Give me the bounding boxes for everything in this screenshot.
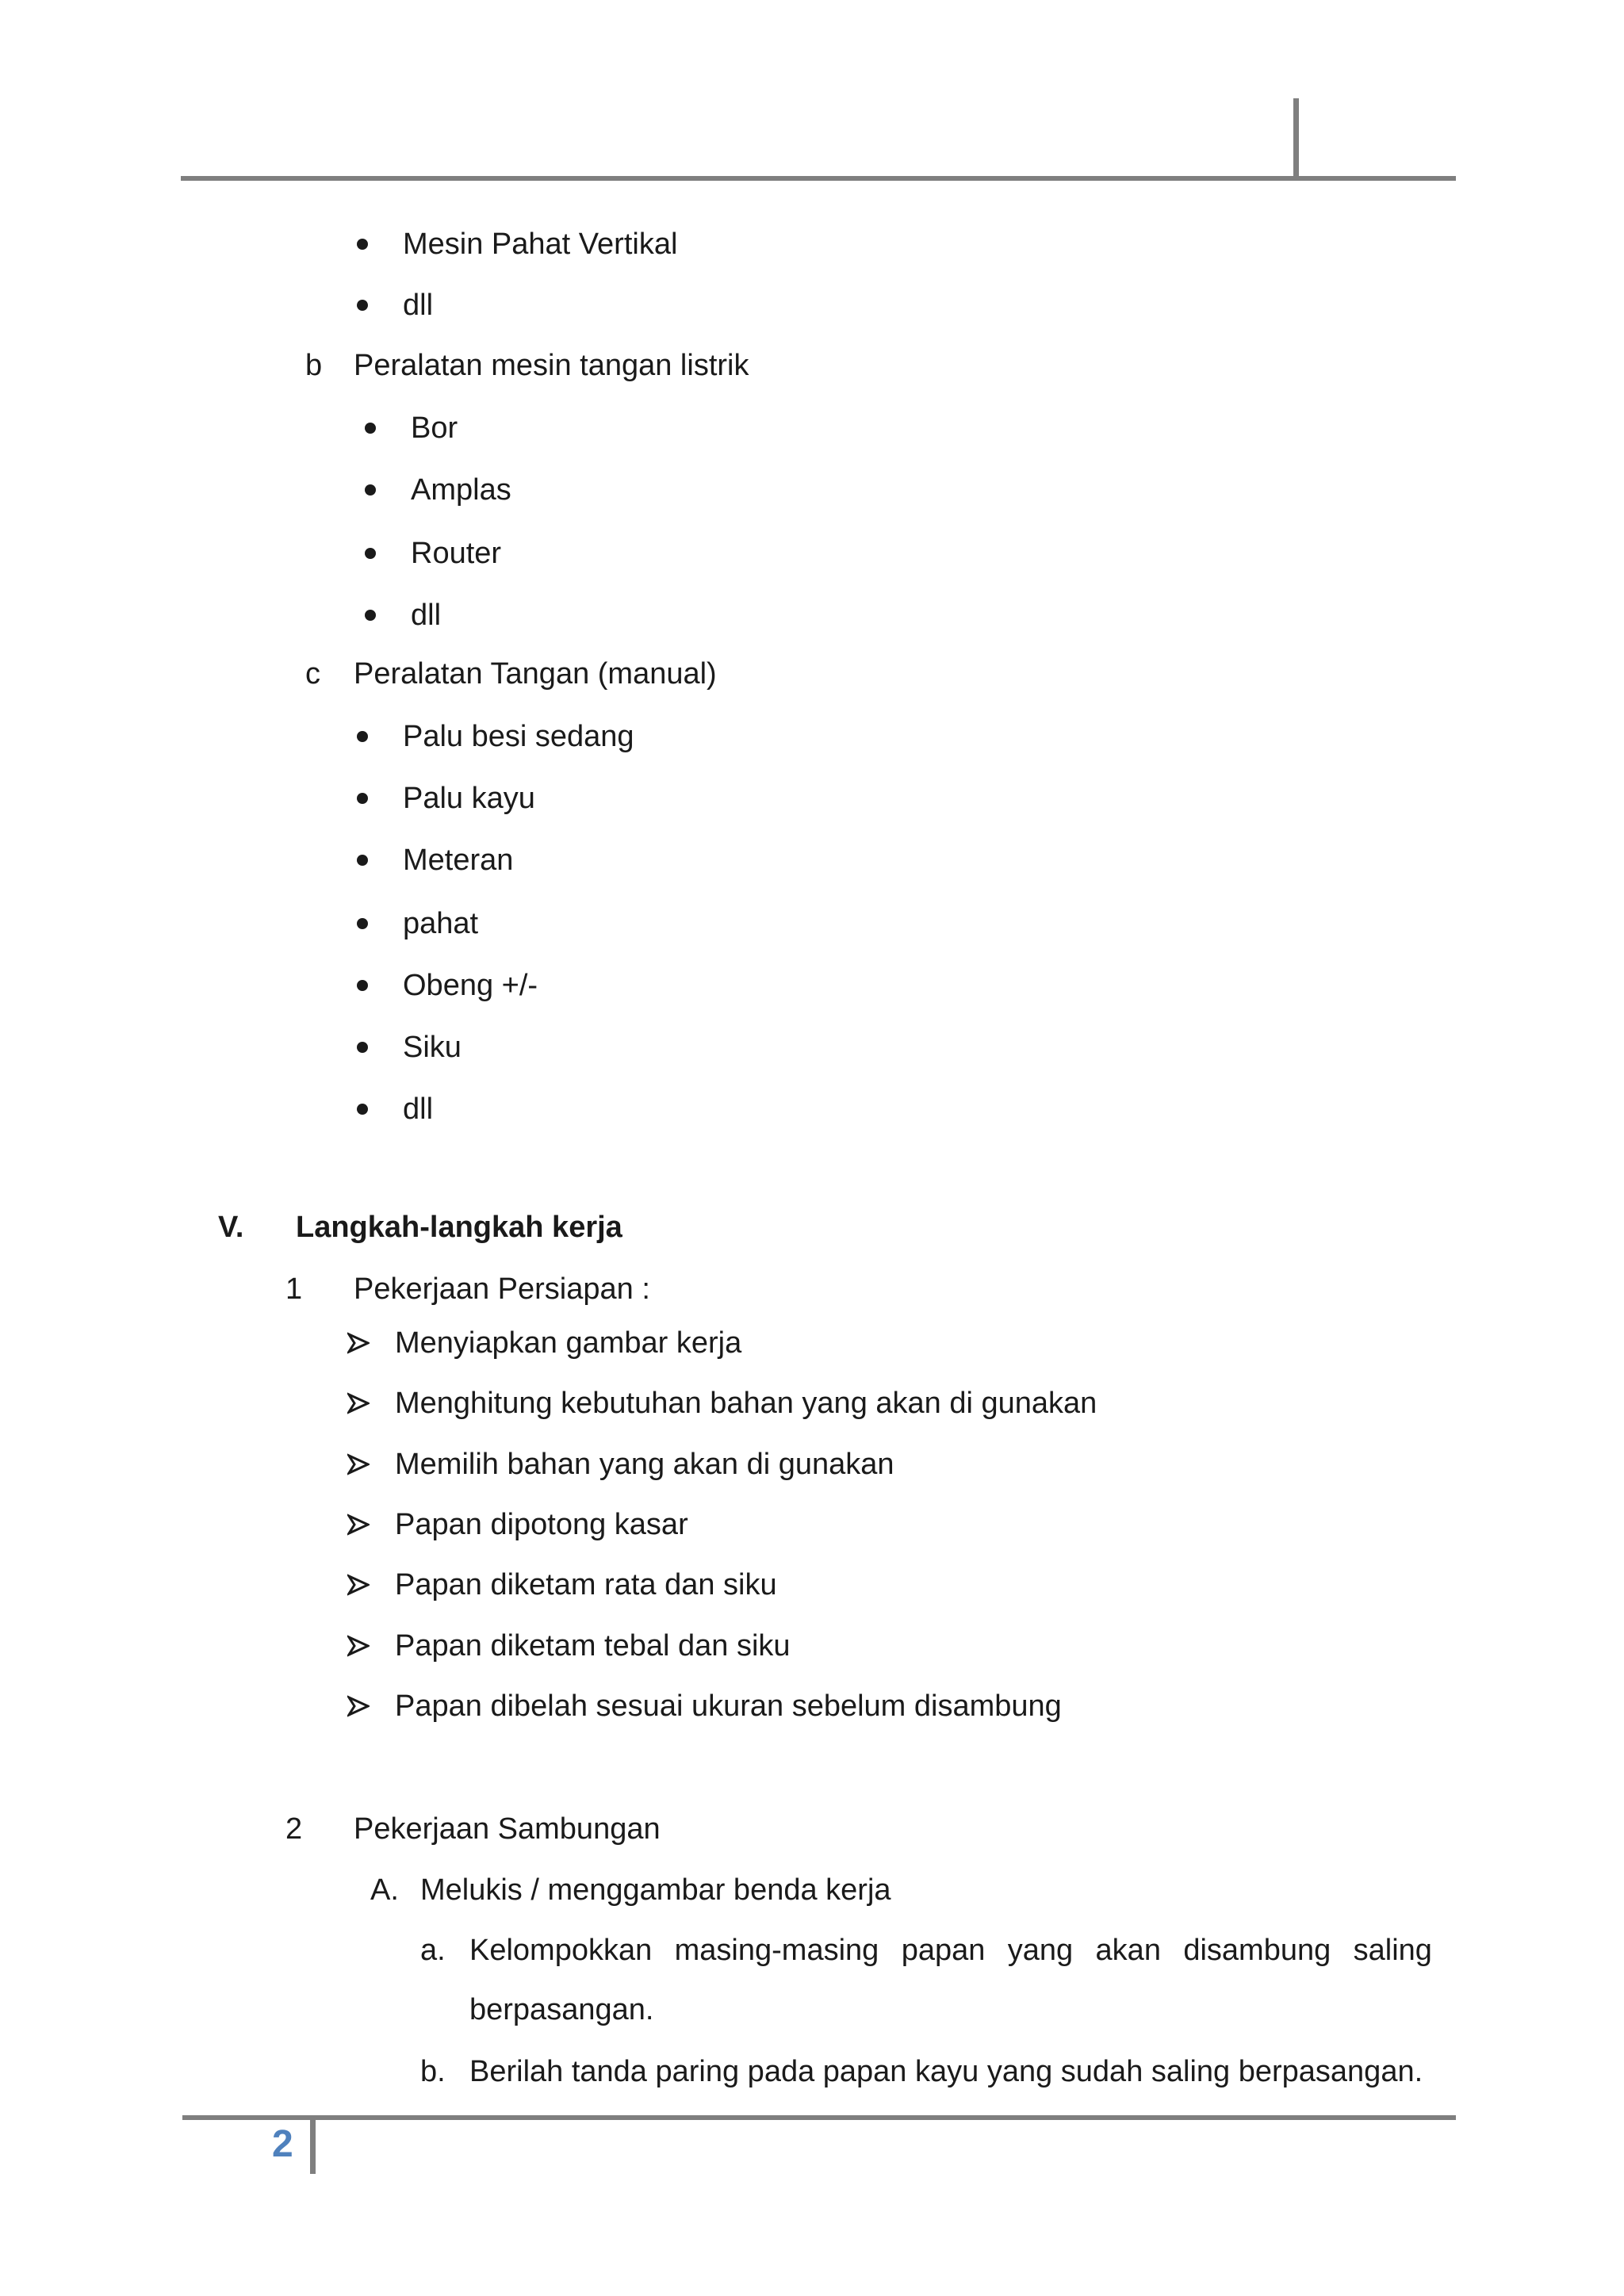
tool-group-title: Peralatan mesin tangan listrik [354,349,749,382]
arrow-bullet-icon [347,1513,370,1536]
bullet-icon [357,239,368,250]
list-item: Papan dibelah sesuai ukuran sebelum disambung [395,1689,1062,1723]
bullet-icon [357,300,368,311]
list-item: Memilih bahan yang akan di gunakan [395,1448,894,1481]
step-title: Pekerjaan Sambungan [354,1812,661,1846]
bullet-icon [357,1104,368,1115]
list-item: dll [403,289,434,322]
word: saling [1353,1934,1432,1967]
paragraph-text: Berilah tanda paring pada papan kayu yang sudah saling berpasangan. [469,2055,1423,2088]
list-item: dll [411,599,442,632]
list-item: Obeng +/- [403,969,538,1002]
arrow-bullet-icon [347,1392,370,1414]
item-marker: a. [420,1934,446,1967]
bullet-icon [357,918,368,929]
list-item: Amplas [411,473,511,507]
bullet-icon [357,731,368,742]
word: yang [1007,1934,1074,1967]
list-item: pahat [403,907,479,940]
header-rule [181,176,1456,181]
arrow-bullet-icon [347,1635,370,1657]
bullet-icon [357,855,368,866]
item-marker: b. [420,2055,446,2088]
bullet-icon [365,610,376,621]
page-number: 2 [272,2123,293,2165]
step-number: 1 [285,1272,303,1306]
sub-title: Melukis / menggambar benda kerja [420,1873,891,1907]
bullet-icon [357,793,368,804]
bullet-icon [357,980,368,991]
list-item: Papan dipotong kasar [395,1508,688,1541]
bullet-icon [365,423,376,434]
section-number: V. [218,1211,244,1244]
arrow-bullet-icon [347,1453,370,1475]
list-item: Papan diketam rata dan siku [395,1568,777,1601]
list-item: Meteran [403,844,514,877]
list-item: Palu besi sedang [403,720,634,753]
word: akan [1095,1934,1161,1967]
list-item: Mesin Pahat Vertikal [403,228,678,261]
list-item: Router [411,537,502,570]
list-marker: b [305,349,323,382]
arrow-bullet-icon [347,1574,370,1596]
word: disambung [1183,1934,1331,1967]
footer-rule [182,2115,1456,2120]
tool-group-title: Peralatan Tangan (manual) [354,657,717,691]
list-item: dll [403,1093,434,1126]
footer-vertical-rule [310,2118,316,2174]
bullet-icon [357,1042,368,1053]
sub-marker: A. [370,1873,399,1907]
word: papan [901,1934,986,1967]
word: Kelompokkan [469,1934,653,1967]
bullet-icon [365,548,376,559]
arrow-bullet-icon [347,1695,370,1717]
arrow-bullet-icon [347,1332,370,1354]
list-item: Menghitung kebutuhan bahan yang akan di gunakan [395,1387,1097,1420]
list-item: Papan diketam tebal dan siku [395,1629,791,1663]
paragraph-continuation: berpasangan. [469,1993,654,2026]
list-marker: c [305,657,320,691]
section-title: Langkah-langkah kerja [296,1211,622,1244]
list-item: Bor [411,411,458,445]
list-item: Siku [403,1031,462,1064]
step-title: Pekerjaan Persiapan : [354,1272,650,1306]
word: masing-masing [674,1934,879,1967]
list-item: Palu kayu [403,782,535,815]
bullet-icon [365,484,376,496]
list-item: Menyiapkan gambar kerja [395,1326,742,1360]
justified-paragraph-line [469,1931,1432,1969]
step-number: 2 [285,1812,303,1846]
header-vertical-rule [1293,98,1299,179]
